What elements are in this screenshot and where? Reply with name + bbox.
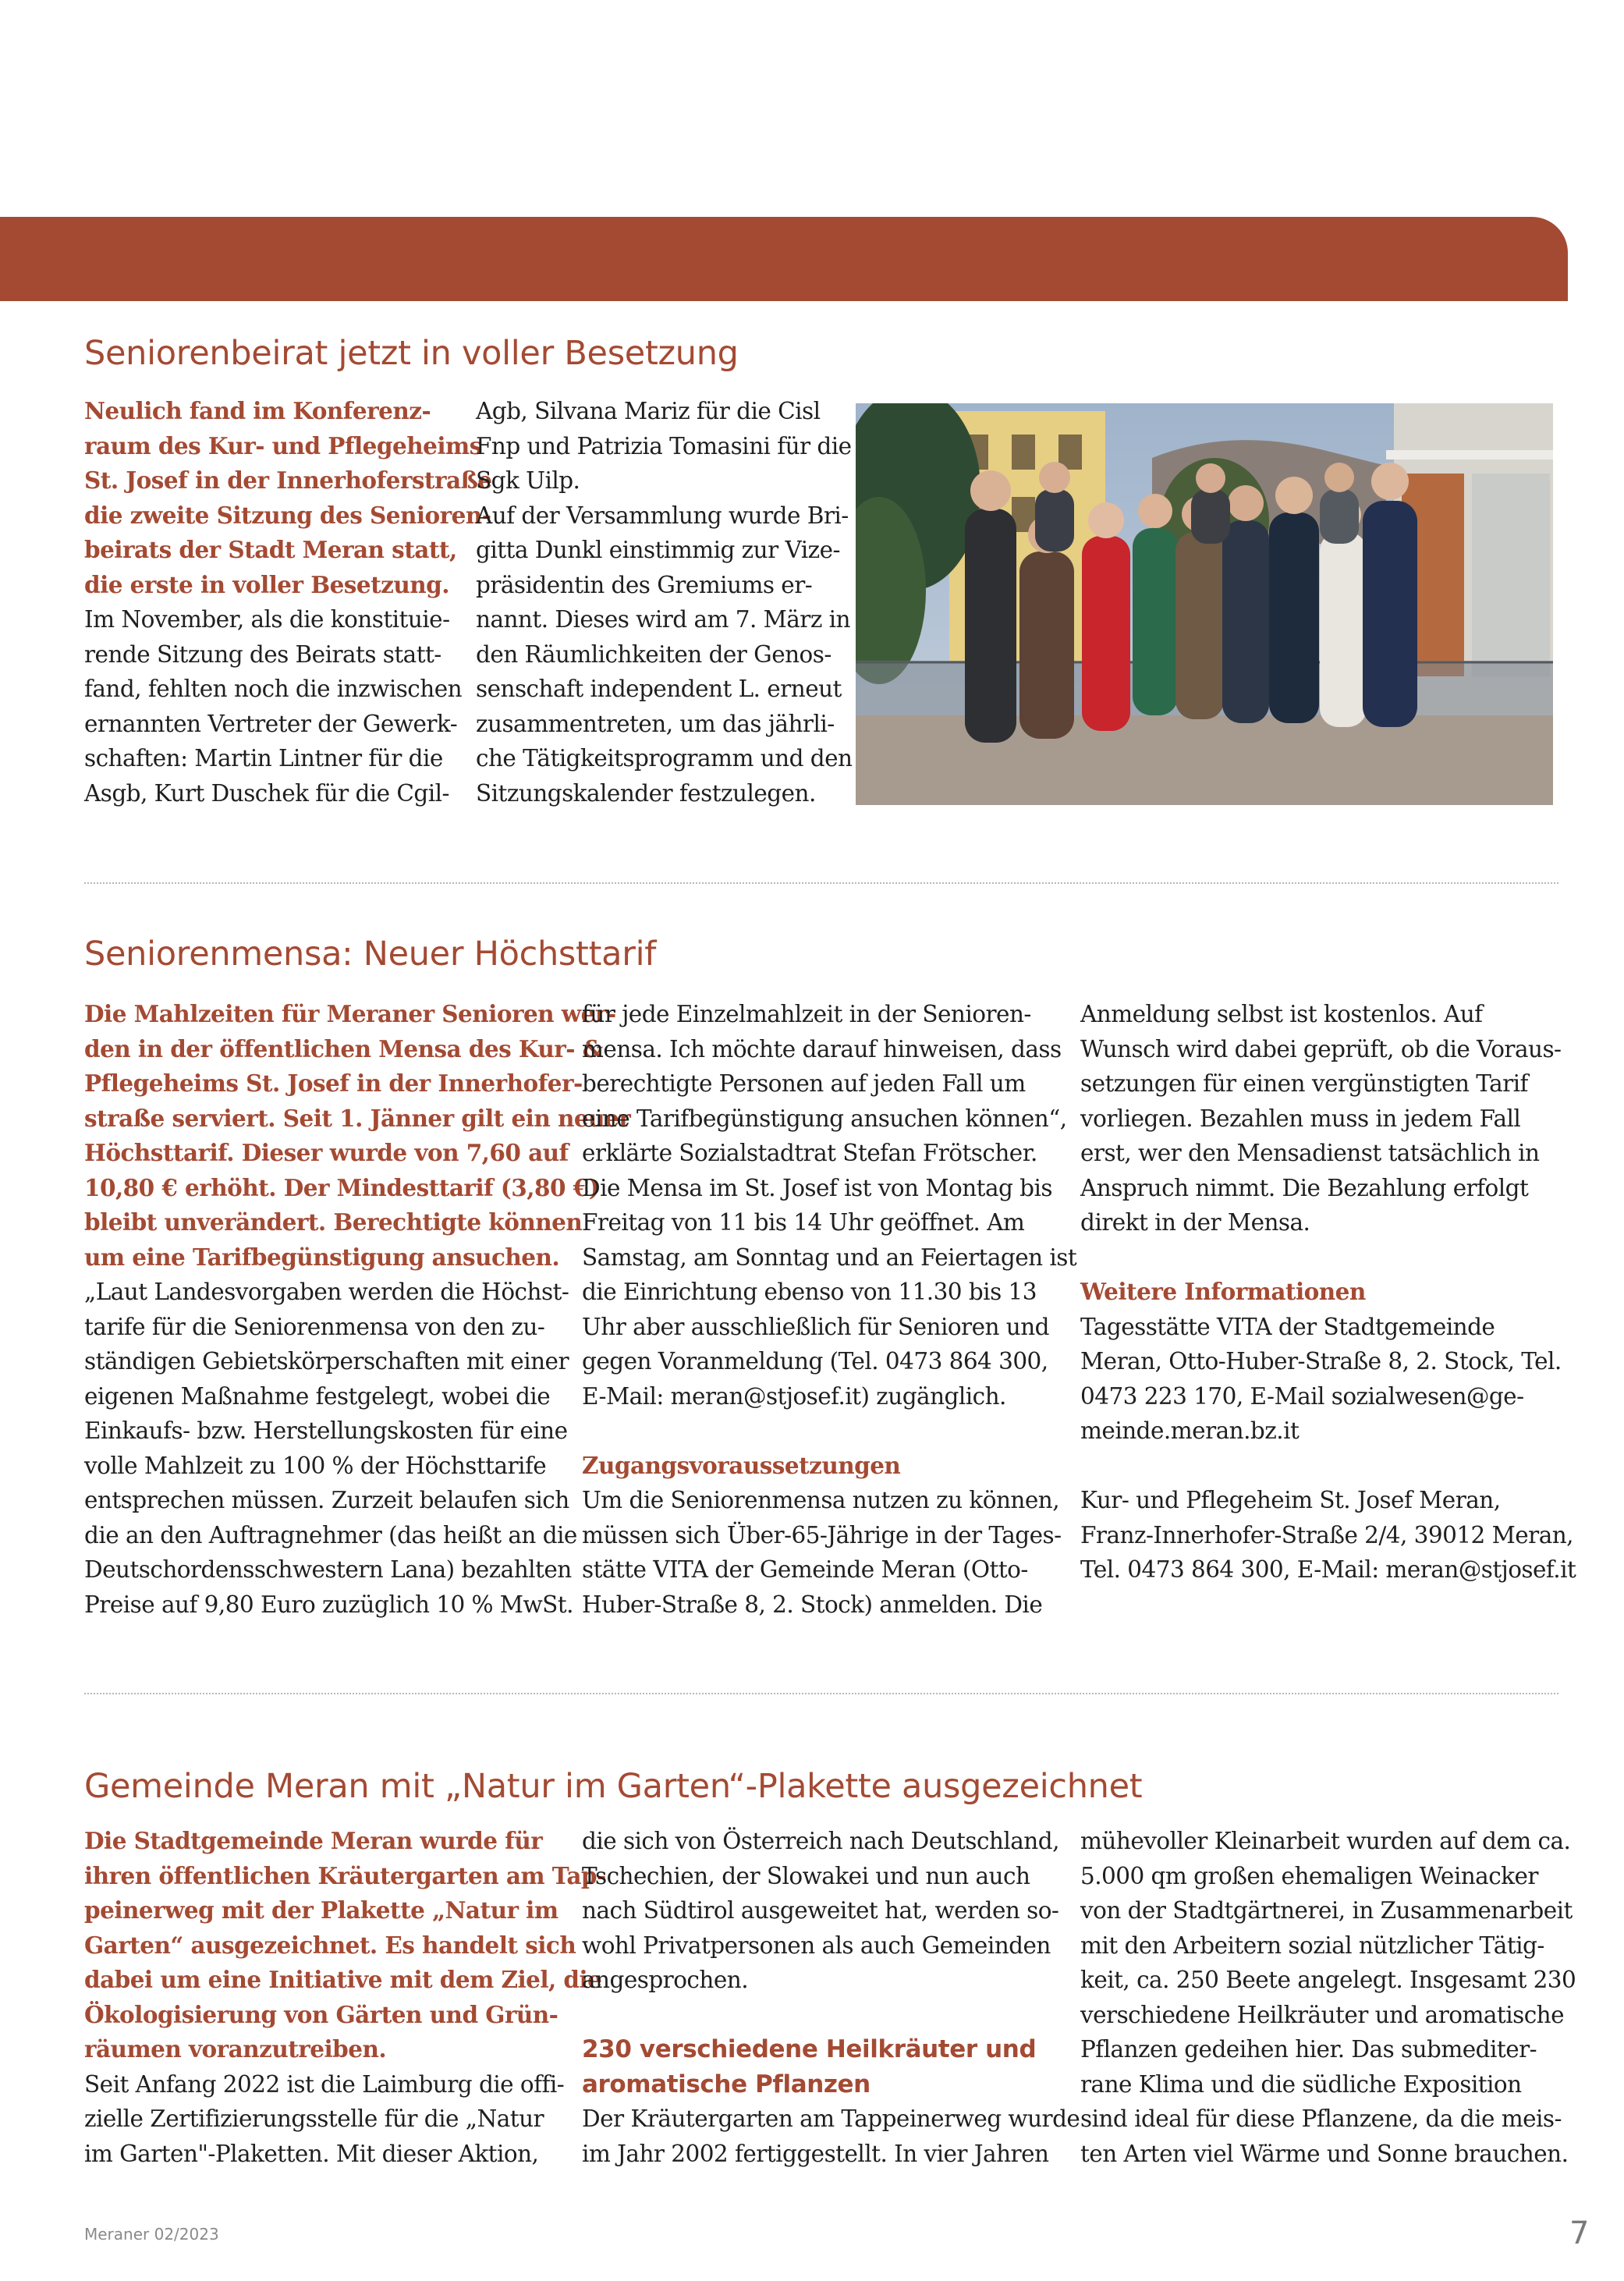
lead-text-line: Pflegeheims St. Josef in der Innerhofer-	[84, 1070, 583, 1097]
article3-title: Gemeinde Meran mit „Natur im Garten“-Plakette ausgezeichnet	[84, 1767, 1143, 1806]
body-text-line: direkt in der Mensa.	[1080, 1209, 1310, 1236]
lead-text-line: die zweite Sitzung des Senioren-	[84, 501, 491, 529]
paragraph-gap	[582, 1998, 1080, 2033]
body-text-line: wohl Privatpersonen als auch Gemeinden	[582, 1932, 1051, 1959]
body-text-line: rane Klima und die südliche Exposition	[1080, 2070, 1522, 2098]
body-text-line: Huber-Straße 8, 2. Stock) anmelden. Die	[582, 1591, 1043, 1618]
body-text-line: Anmeldung selbst ist kostenlos. Auf	[1080, 1001, 1483, 1027]
body-text-line: 0473 223 170, E-Mail sozialwesen@ge-	[1080, 1382, 1524, 1410]
body-text-line: Sgk Uilp.	[476, 467, 580, 494]
body-text-line: vorliegen. Bezahlen muss in jedem Fall	[1080, 1105, 1521, 1132]
body-text-line: Um die Seniorenmensa nutzen zu können,	[582, 1487, 1060, 1513]
group-photo	[856, 403, 1553, 805]
body-text-line: E-Mail: meran@stjosef.it) zugänglich.	[582, 1382, 1006, 1410]
body-text-line: eigenen Maßnahme festgelegt, wobei die	[84, 1382, 551, 1410]
paragraph-gap	[582, 1414, 1076, 1449]
article3-column-1	[84, 1824, 606, 2171]
article1-column-1	[84, 394, 492, 811]
body-text-line: fand, fehlten noch die inzwischen	[84, 676, 463, 702]
body-text-line: die sich von Österreich nach Deutschland,	[582, 1828, 1059, 1854]
lead-text-line: den in der öffentlichen Mensa des Kur- &	[84, 1034, 603, 1062]
lead-text-line: Garten“ ausgezeichnet. Es handelt sich	[84, 1931, 576, 1959]
subheading-line: 230 verschiedene Heilkräuter und	[582, 2035, 1037, 2063]
body-text-line: die Einrichtung ebenso von 11.30 bis 13	[582, 1279, 1037, 1305]
article1-column-2	[476, 394, 852, 811]
body-text-line: zielle Zertifizierungsstelle für die „Natur	[84, 2105, 544, 2132]
body-text-line: Asgb, Kurt Duschek für die Cgil-	[84, 779, 449, 807]
article1-title: Seniorenbeirat jetzt in voller Besetzung	[84, 334, 739, 373]
body-text-line: setzungen für einen vergünstigten Tarif	[1080, 1070, 1528, 1097]
body-text-line: gitta Dunkl einstimmig zur Vize-	[476, 537, 840, 563]
body-text-line: ten Arten viel Wärme und Sonne brauchen.	[1080, 2140, 1569, 2167]
body-text-line: den Räumlichkeiten der Genos-	[476, 640, 832, 668]
body-text-line: Preise auf 9,80 Euro zuzüglich 10 % MwSt.	[84, 1591, 573, 1618]
body-text-line: gegen Voranmeldung (Tel. 0473 864 300,	[582, 1348, 1048, 1375]
article3-column-3	[1080, 1824, 1576, 2171]
lead-text-line: Die Mahlzeiten für Meraner Senioren wer-	[84, 1000, 616, 1027]
body-text-line: Anspruch nimmt. Die Bezahlung erfolgt	[1080, 1174, 1529, 1201]
body-text-line: 5.000 qm großen ehemaligen Weinacker	[1080, 1862, 1538, 1889]
body-text-line: Tel. 0473 864 300, E-Mail: meran@stjosef.it	[1080, 1556, 1576, 1583]
body-text-line: Sitzungskalender festzulegen.	[476, 779, 816, 807]
body-text-line: nach Südtirol ausgeweitet hat, werden so-	[582, 1897, 1059, 1924]
lead-text-line: dabei um eine Initiative mit dem Ziel, die	[84, 1966, 602, 1993]
body-text-line: mit den Arbeitern sozial nützlicher Tätig-	[1080, 1932, 1544, 1959]
lead-text-line: beirats der Stadt Meran statt,	[84, 536, 457, 563]
article2-column-3	[1080, 997, 1576, 1587]
body-text-line: von der Stadtgärtnerei, in Zusammenarbeit	[1080, 1897, 1573, 1924]
body-text-line: Fnp und Patrizia Tomasini für die	[476, 432, 852, 459]
section-divider	[84, 882, 1558, 884]
body-text-line: eine Tarifbegünstigung ansuchen können“,	[582, 1105, 1067, 1132]
body-text-line: mensa. Ich möchte darauf hinweisen, dass	[582, 1035, 1062, 1062]
lead-text-line: straße serviert. Seit 1. Jänner gilt ein neuer	[84, 1104, 631, 1132]
body-text-line: Im November, als die konstituie-	[84, 606, 450, 633]
body-text-line: verschiedene Heilkräuter und aromatische	[1080, 2001, 1565, 2028]
body-text-line: Deutschordensschwestern Lana) bezahlten	[84, 1556, 572, 1583]
lead-text-line: peinerweg mit der Plakette „Natur im	[84, 1896, 558, 1924]
lead-text-line: raum des Kur- und Pflegeheims	[84, 431, 482, 459]
body-text-line: nannt. Dieses wird am 7. März in	[476, 606, 851, 633]
body-text-line: Uhr aber ausschließlich für Senioren und	[582, 1313, 1050, 1340]
body-text-line: Tschechien, der Slowakei und nun auch	[582, 1862, 1030, 1889]
lead-text-line: Die Stadtgemeinde Meran wurde für	[84, 1827, 543, 1854]
article2-column-1	[84, 997, 630, 1622]
body-text-line: „Laut Landesvorgaben werden die Höchst-	[84, 1279, 569, 1305]
body-text-line: Der Kräutergarten am Tappeinerweg wurde	[582, 2105, 1080, 2132]
body-text-line: Seit Anfang 2022 ist die Laimburg die offi-	[84, 2070, 565, 2098]
body-text-line: ernannten Vertreter der Gewerk-	[84, 710, 458, 737]
lead-text-line: 10,80 € erhöht. Der Mindesttarif (3,80 €)	[84, 1173, 600, 1201]
issue-label: Meraner 02/2023	[84, 2225, 219, 2244]
page-number: 7	[1569, 2215, 1590, 2251]
body-text-line: volle Mahlzeit zu 100 % der Höchsttarife	[84, 1452, 547, 1479]
body-text-line: angesprochen.	[582, 1967, 749, 1993]
body-text-line: che Tätigkeitsprogramm und den	[476, 745, 853, 772]
body-text-line: Samstag, am Sonntag und an Feiertagen ist	[582, 1243, 1077, 1271]
lead-text-line: die erste in voller Besetzung.	[84, 570, 449, 598]
body-text-line: mühevoller Kleinarbeit wurden auf dem ca.	[1080, 1828, 1571, 1854]
body-text-line: Meran, Otto-Huber-Straße 8, 2. Stock, Tel.	[1080, 1348, 1562, 1375]
header-banner	[0, 217, 1568, 301]
body-text-line: zusammentreten, um das jährli-	[476, 710, 835, 737]
body-text-line: keit, ca. 250 Beete angelegt. Insgesamt 230	[1080, 1967, 1576, 1993]
lead-text-line: um eine Tarifbegünstigung ansuchen.	[84, 1243, 560, 1271]
body-text-line: präsidentin des Gremiums er-	[476, 571, 813, 598]
body-text-line: tarife für die Seniorenmensa von den zu-	[84, 1313, 545, 1340]
body-text-line: im Garten"-Plaketten. Mit dieser Aktion,	[84, 2140, 539, 2167]
body-text-line: stätte VITA der Gemeinde Meran (Otto-	[582, 1556, 1028, 1583]
body-text-line: rende Sitzung des Beirats statt-	[84, 640, 441, 668]
body-text-line: Tagesstätte VITA der Stadtgemeinde	[1080, 1313, 1495, 1340]
body-text-line: Einkaufs- bzw. Herstellungskosten für eine	[84, 1417, 568, 1444]
body-text-line: Pflanzen gedeihen hier. Das submediter-	[1080, 2036, 1537, 2063]
lead-text-line: Höchsttarif. Dieser wurde von 7,60 auf	[84, 1139, 569, 1166]
article2-title: Seniorenmensa: Neuer Höchsttarif	[84, 935, 657, 974]
lead-text-line: ihren öffentlichen Kräutergarten am Tap-	[84, 1861, 606, 1889]
body-text-line: entsprechen müssen. Zurzeit belaufen sich	[84, 1487, 569, 1513]
body-text-line: Freitag von 11 bis 14 Uhr geöffnet. Am	[582, 1209, 1025, 1236]
body-text-line: sind ideal für diese Pflanzene, da die meis-	[1080, 2105, 1562, 2132]
body-text-line: senschaft independent L. erneut	[476, 676, 842, 702]
lead-text-line: St. Josef in der Innerhoferstraße	[84, 466, 492, 494]
article2-column-2	[582, 997, 1076, 1622]
subheading-line: Weitere Informationen	[1080, 1278, 1366, 1305]
body-text-line: erklärte Sozialstadtrat Stefan Frötscher.	[582, 1140, 1037, 1166]
section-divider	[84, 1693, 1558, 1694]
body-text-line: meinde.meran.bz.it	[1080, 1417, 1300, 1444]
body-text-line: die an den Auftragnehmer (das heißt an die	[84, 1521, 577, 1548]
body-text-line: für jede Einzelmahlzeit in der Senioren-	[582, 1001, 1031, 1027]
body-text-line: berechtigte Personen auf jeden Fall um	[582, 1070, 1026, 1097]
paragraph-gap	[1080, 1240, 1576, 1275]
body-text-line: müssen sich Über-65-Jährige in der Tages-	[582, 1521, 1062, 1548]
lead-text-line: Ökologisierung von Gärten und Grün-	[84, 2000, 558, 2028]
body-text-line: Agb, Silvana Mariz für die Cisl	[476, 398, 821, 424]
body-text-line: im Jahr 2002 fertiggestellt. In vier Jahren	[582, 2140, 1049, 2167]
lead-text-line: Neulich fand im Konferenz-	[84, 397, 431, 424]
article3-column-2	[582, 1824, 1080, 2171]
lead-text-line: bleibt unverändert. Berechtigte können	[84, 1208, 583, 1236]
body-text-line: Franz-Innerhofer-Straße 2/4, 39012 Meran,	[1080, 1521, 1574, 1548]
subheading-line: aromatische Pflanzen	[582, 2070, 871, 2098]
lead-text-line: räumen voranzutreiben.	[84, 2035, 387, 2063]
body-text-line: schaften: Martin Lintner für die	[84, 745, 443, 772]
body-text-line: erst, wer den Mensadienst tatsächlich in	[1080, 1140, 1540, 1166]
subheading-line: Zugangsvoraussetzungen	[582, 1451, 901, 1479]
body-text-line: ständigen Gebietskörperschaften mit einer	[84, 1348, 569, 1375]
paragraph-gap	[1080, 1449, 1576, 1484]
body-text-line: Die Mensa im St. Josef ist von Montag bis	[582, 1174, 1052, 1201]
body-text-line: Kur- und Pflegeheim St. Josef Meran,	[1080, 1487, 1501, 1513]
body-text-line: Auf der Versammlung wurde Bri-	[476, 502, 849, 529]
body-text-line: Wunsch wird dabei geprüft, ob die Voraus-	[1080, 1035, 1562, 1062]
